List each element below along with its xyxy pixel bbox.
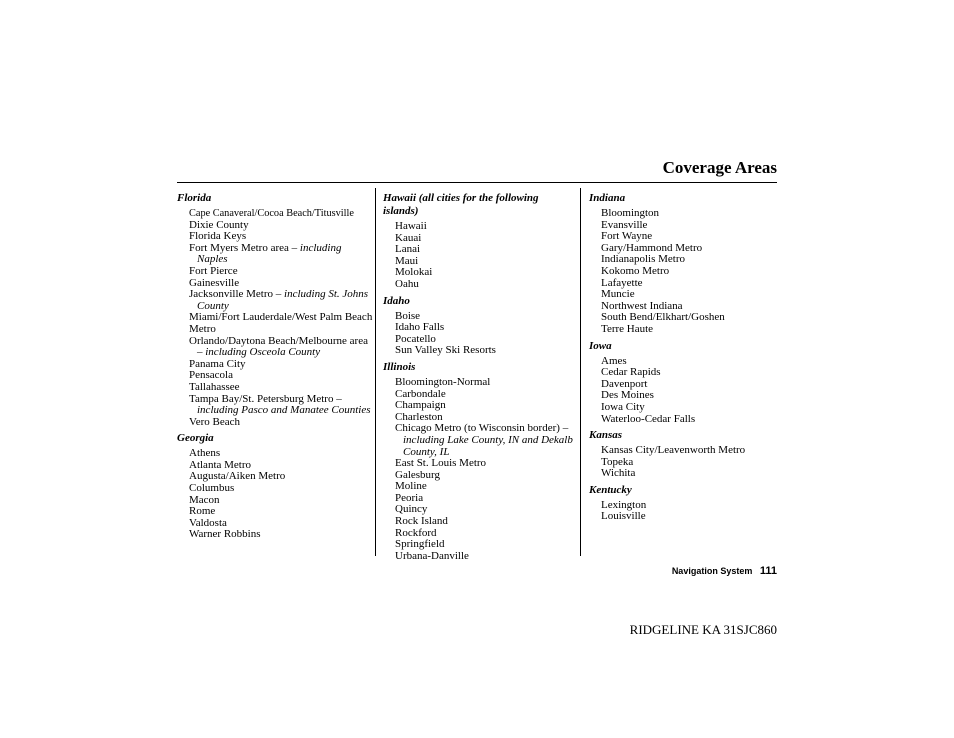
area-name: Terre Haute [601, 322, 654, 335]
coverage-area-item [383, 345, 575, 357]
page-footer [672, 565, 777, 577]
area-name: Fort Pierce [189, 264, 238, 277]
area-name: Urbana-Danville [395, 549, 469, 562]
area-name: Ames [601, 354, 627, 367]
area-name: Maui [395, 254, 419, 267]
area-name: Rome [189, 505, 216, 518]
area-name: Springfield [395, 538, 445, 551]
footer-section-label: Navigation System [671, 566, 753, 576]
area-name: Lexington [601, 498, 647, 511]
area-name: Rock Island [395, 515, 448, 528]
area-name: Columbus [189, 482, 235, 495]
coverage-area-item [177, 394, 373, 417]
area-name: Sun Valley Ski Resorts [395, 344, 496, 357]
coverage-area-item [177, 243, 373, 266]
coverage-area-item [177, 336, 373, 359]
area-name: Boise [395, 309, 421, 322]
area-name: Florida Keys [189, 230, 247, 243]
area-name: Panama City [189, 357, 246, 370]
area-name: Moline [395, 480, 427, 493]
area-name: Macon [189, 493, 220, 506]
area-name: Augusta/Aiken Metro [189, 470, 286, 483]
area-name: Carbondale [395, 387, 446, 400]
area-name: Athens [189, 447, 221, 460]
area-name: Lafayette [601, 276, 643, 289]
column-3 [589, 188, 779, 523]
section-heading: Georgia [177, 432, 214, 445]
section-heading: Indiana [589, 192, 626, 204]
area-name: Pocatello [395, 332, 436, 345]
column-2 [383, 188, 575, 562]
area-name: Pensacola [189, 369, 233, 382]
area-name: Jacksonville Metro – [189, 288, 285, 301]
area-name: Quincy [395, 503, 428, 516]
area-name: South Bend/Elkhart/Goshen [601, 311, 725, 324]
area-name: Kauai [395, 231, 422, 244]
area-name: Chicago Metro (to Wisconsin border) [395, 422, 563, 435]
area-name: Wichita [601, 467, 636, 480]
area-name: Cape Canaveral/Cocoa Beach/Titusville [189, 208, 354, 219]
area-name: Lanai [395, 243, 421, 256]
coverage-area-item [383, 279, 575, 291]
area-note: including St. Johns County [197, 288, 369, 312]
area-name: Gainesville [189, 276, 240, 289]
area-name: Champaign [395, 399, 446, 412]
area-name: Tampa Bay/St. Petersburg Metro – [189, 392, 342, 405]
area-name: Des Moines [601, 389, 654, 402]
page-title: Coverage Areas [662, 158, 777, 177]
area-name: Atlanta Metro [189, 458, 252, 471]
area-name: Hawaii [395, 220, 427, 232]
area-name: Valdosta [189, 516, 227, 529]
area-name: Charleston [395, 410, 443, 423]
area-name: Davenport [601, 377, 648, 390]
area-name: Idaho Falls [395, 321, 445, 334]
section-heading: Florida [177, 192, 212, 204]
page-number: 111 [759, 565, 777, 577]
section-heading: Hawaii (all cities for the following islands) [383, 192, 539, 217]
area-name: East St. Louis Metro [395, 457, 487, 470]
area-note: including Naples [197, 241, 342, 266]
area-name: Fort Myers Metro area – [189, 241, 300, 254]
area-name: Topeka [601, 455, 634, 468]
area-name: Rockford [395, 526, 437, 539]
section-heading: Iowa [589, 339, 612, 352]
coverage-area-item [589, 511, 779, 523]
area-name: Waterloo-Cedar Falls [601, 412, 696, 425]
title-rule [177, 182, 777, 183]
area-name: Fort Wayne [601, 230, 653, 243]
section-heading: Idaho [383, 294, 410, 307]
area-name: Galesburg [395, 468, 441, 481]
coverage-area-item [177, 417, 373, 429]
coverage-area-item [177, 289, 373, 312]
area-note: including Osceola County [205, 346, 321, 359]
area-note: including Pasco and Manatee Counties [197, 404, 371, 417]
coverage-area-item [589, 468, 779, 480]
area-name: Muncie [601, 288, 635, 301]
coverage-area-item [383, 423, 575, 458]
column-divider-2 [580, 188, 581, 556]
area-name: Iowa City [601, 400, 645, 413]
column-divider-1 [375, 188, 376, 556]
coverage-area-item [383, 551, 575, 563]
area-name: Indianapolis Metro [601, 253, 686, 266]
area-name: Tallahassee [189, 380, 240, 393]
area-name: Molokai [395, 266, 433, 279]
area-name: Dixie County [189, 218, 249, 231]
area-name: Bloomington [601, 207, 660, 219]
area-name: Evansville [601, 218, 648, 231]
area-name: Kokomo Metro [601, 264, 670, 277]
area-name: Orlando/Daytona Beach/Melbourne area – [189, 334, 368, 359]
area-name: Louisville [601, 510, 646, 523]
area-name: Northwest Indiana [601, 299, 683, 312]
area-name: Vero Beach [189, 415, 241, 428]
model-code: RIDGELINE KA 31SJC860 [629, 622, 777, 637]
section-heading: Kansas [589, 429, 623, 442]
area-name: Warner Robbins [189, 528, 261, 541]
section-heading: Kentucky [589, 483, 632, 496]
column-1 [177, 188, 373, 541]
section-heading: Illinois [383, 360, 416, 373]
coverage-area-item [177, 312, 373, 335]
coverage-area-item [589, 414, 779, 426]
area-name: Miami/Fort Lauderdale/West Palm Beach Metro [189, 311, 373, 335]
area-note: – including Lake County, IN and Dekalb County, IL [403, 422, 573, 458]
coverage-area-item [589, 324, 779, 336]
area-name: Gary/Hammond Metro [601, 241, 703, 254]
area-name: Bloomington-Normal [395, 375, 491, 388]
area-name: Peoria [395, 491, 424, 504]
area-name: Oahu [395, 277, 419, 290]
coverage-area-item [177, 529, 373, 541]
area-name: Cedar Rapids [601, 366, 661, 379]
area-name: Kansas City/Leavenworth Metro [601, 444, 746, 457]
